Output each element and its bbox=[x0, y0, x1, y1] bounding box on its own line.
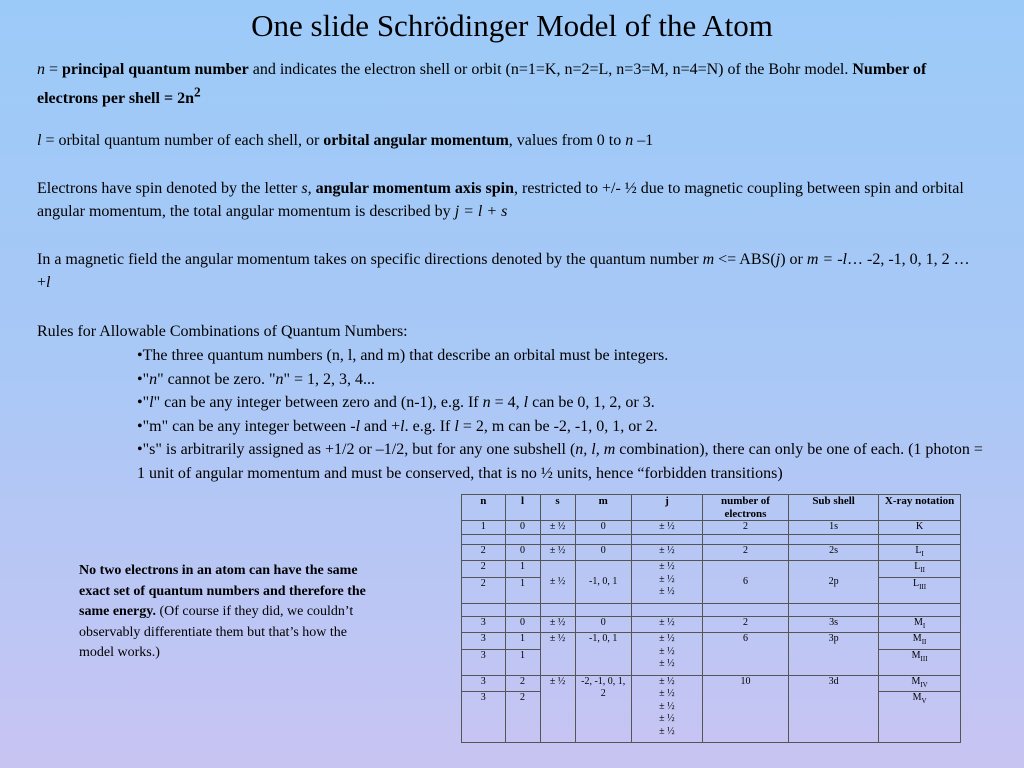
xray-subscript: I bbox=[922, 621, 926, 630]
cell-j: ± ½ bbox=[631, 521, 702, 535]
cell-xray bbox=[879, 616, 961, 633]
rule-item: •"l" can be any integer between zero and (n-1), e.g. If n = 4, l can be 0, 1, 2, or 3. bbox=[137, 394, 655, 411]
cell-electrons: 2 bbox=[702, 544, 788, 561]
table-row bbox=[462, 544, 961, 561]
text: = bbox=[45, 61, 63, 78]
cell-s: ± ½ bbox=[540, 521, 575, 535]
cell-electrons: 6 bbox=[702, 633, 788, 676]
l-symbol: l bbox=[454, 417, 459, 435]
cell-n: 3 bbox=[462, 649, 506, 675]
table-spacer-row bbox=[462, 534, 961, 544]
rule-text: " bbox=[142, 394, 150, 411]
table-row bbox=[462, 561, 961, 578]
cell-j bbox=[631, 561, 702, 604]
s-symbol: s bbox=[301, 180, 308, 197]
cell-n: 2 bbox=[462, 561, 506, 578]
l-symbol: l bbox=[149, 394, 154, 411]
cell-subshell: 2p bbox=[788, 561, 878, 604]
text: Electrons have spin denoted by the letter bbox=[37, 180, 302, 197]
cell-s: ± ½ bbox=[540, 633, 575, 676]
j-value: ± ½ bbox=[659, 688, 675, 699]
j-value: ± ½ bbox=[659, 700, 675, 712]
n-symbol: n bbox=[482, 394, 491, 411]
cell-electrons: 10 bbox=[702, 675, 788, 743]
orbital-angular-momentum-term: orbital angular momentum bbox=[323, 132, 509, 149]
l-symbol: l bbox=[37, 132, 42, 149]
rule-text: " cannot be zero. " bbox=[157, 370, 276, 388]
rule-text: can be 0, 1, 2, or 3. bbox=[528, 394, 655, 411]
cell-subshell: 3d bbox=[788, 675, 878, 743]
cell-m: 0 bbox=[575, 544, 631, 561]
n-symbol: n bbox=[37, 61, 45, 78]
cell-xray bbox=[879, 577, 961, 603]
cell-electrons: 2 bbox=[702, 521, 788, 535]
rule-text: " bbox=[142, 370, 150, 388]
xray-letter: M bbox=[913, 616, 923, 628]
text: –1 bbox=[633, 132, 654, 149]
j-value: ± ½ bbox=[659, 633, 675, 644]
rule-item: •"s" is arbitrarily assigned as +1/2 or –1/2, but for any one subshell (n, l, m combination), there can only be one of each. (1 photon = 1 unit of angular momentum and must be conserved, that is no ½ units, hence “forbidden transitions) bbox=[137, 441, 983, 482]
table-row bbox=[462, 633, 961, 650]
xray-subscript: V bbox=[921, 697, 927, 705]
xray-letter: M bbox=[912, 692, 922, 703]
rules-heading: Rules for Allowable Combinations of Quantum Numbers: bbox=[37, 323, 408, 340]
orbital-quantum-number-paragraph bbox=[37, 129, 987, 152]
cell-l: 1 bbox=[505, 633, 540, 650]
table-row bbox=[462, 521, 961, 535]
rule-text: = 4, bbox=[490, 394, 524, 411]
cell-n: 3 bbox=[462, 675, 506, 692]
xray-subscript: IV bbox=[920, 680, 928, 689]
rule-item: •The three quantum numbers (n, l, and m) that describe an orbital must be integers. bbox=[137, 347, 669, 364]
cell-j: ± ½ bbox=[631, 544, 702, 561]
cell-xray bbox=[879, 561, 961, 578]
quantum-numbers-table bbox=[461, 494, 961, 743]
cell-n: 1 bbox=[462, 521, 506, 535]
rule-item: •"m" can be any integer between -l and +l. e.g. If l = 2, m can be -2, -1, 0, 1, or 2. bbox=[137, 417, 658, 435]
cell-l: 1 bbox=[505, 577, 540, 603]
cell-s: ± ½ bbox=[540, 616, 575, 633]
cell-n: 3 bbox=[462, 692, 506, 743]
cell-subshell: 3s bbox=[788, 616, 878, 633]
table-spacer-row bbox=[462, 603, 961, 616]
rule-item: •"n" cannot be zero. "n" = 1, 2, 3, 4... bbox=[137, 370, 376, 388]
cell-m: 0 bbox=[575, 616, 631, 633]
column-header: number of electrons bbox=[702, 495, 788, 521]
j-value: ± ½ bbox=[659, 675, 675, 687]
cell-xray bbox=[879, 675, 961, 692]
j-value: ± ½ bbox=[659, 658, 675, 669]
table-header-row bbox=[462, 495, 961, 521]
nlm-symbols: n, l, m bbox=[575, 441, 616, 458]
cell-subshell: 2s bbox=[788, 544, 878, 561]
m-range-start: m = -l bbox=[806, 251, 847, 268]
cell-s: ± ½ bbox=[540, 675, 575, 743]
note-text: (Of course if they did, we couldn’t observably differentiate them but that’s how the model works.) bbox=[79, 604, 354, 660]
xray-letter: M bbox=[911, 649, 921, 661]
rules-list bbox=[137, 344, 987, 485]
j-value: ± ½ bbox=[659, 645, 675, 657]
text: and indicates the electron shell or orbit (n=1=K, n=2=L, n=3=M, n=4=N) of the Bohr model. bbox=[248, 61, 853, 78]
rule-text: The three quantum numbers (n, l, and m) that describe an orbital must be integers. bbox=[142, 347, 669, 364]
cell-l: 1 bbox=[505, 649, 540, 675]
rule-text: . e.g. If bbox=[404, 417, 455, 435]
cell-subshell: 3p bbox=[788, 633, 878, 676]
cell-s: ± ½ bbox=[540, 544, 575, 561]
n-symbol: n bbox=[275, 370, 284, 388]
cell-xray bbox=[879, 633, 961, 650]
cell-n: 2 bbox=[462, 577, 506, 603]
text: <= ABS( bbox=[714, 251, 776, 268]
cell-j bbox=[631, 675, 702, 743]
cell-n: 3 bbox=[462, 633, 506, 650]
cell-l: 0 bbox=[505, 521, 540, 535]
pauli-exclusion-note bbox=[79, 561, 369, 664]
text: , restricted to +/- ½ due to magnetic coupling between spin and orbital angular momentum, the total angular momentum is described by bbox=[37, 180, 964, 220]
l-symbol: l bbox=[46, 274, 51, 291]
xray-letter: L bbox=[913, 577, 920, 589]
l-symbol: l bbox=[355, 417, 361, 435]
column-header: Sub shell bbox=[788, 495, 878, 521]
n-symbol: n bbox=[149, 370, 158, 388]
text: … -2, -1, 0, 1, 2 … + bbox=[37, 251, 970, 291]
rule-text: and + bbox=[360, 417, 401, 435]
cell-m: 0 bbox=[575, 521, 631, 535]
cell-l: 0 bbox=[505, 544, 540, 561]
cell-j bbox=[631, 633, 702, 676]
cell-m: -1, 0, 1 bbox=[575, 633, 631, 676]
j-value: ± ½ bbox=[659, 713, 675, 724]
column-header: m bbox=[575, 495, 631, 521]
cell-m: -1, 0, 1 bbox=[575, 561, 631, 604]
principal-quantum-number-paragraph bbox=[37, 58, 987, 110]
cell-xray bbox=[879, 692, 961, 743]
cell-l: 2 bbox=[505, 675, 540, 692]
text: = orbital quantum number of each shell, or bbox=[41, 132, 324, 149]
note-bold-text: No two electrons in an atom can have the same exact set of quantum numbers and therefore the same energy. bbox=[79, 563, 366, 619]
column-header: l bbox=[505, 495, 540, 521]
cell-n: 2 bbox=[462, 544, 506, 561]
rule-text: "m" can be any integer between - bbox=[142, 417, 356, 435]
cell-xray: K bbox=[879, 521, 961, 535]
rule-text: combination), there can only be one of each. (1 photon = 1 unit of angular momentum and must be conserved, that is no ½ units, hence “forbidden transitions) bbox=[137, 441, 983, 482]
slide-title: One slide Schrödinger Model of the Atom bbox=[251, 8, 773, 43]
column-header: n bbox=[462, 495, 506, 521]
rule-text: "s" is arbitrarily assigned as +1/2 or –1/2, but for any one subshell ( bbox=[142, 441, 576, 458]
principal-quantum-number-term: principal quantum number bbox=[62, 61, 249, 78]
rule-text: " can be any integer between zero and (n-1), e.g. If bbox=[153, 394, 483, 411]
xray-subscript: III bbox=[920, 654, 928, 663]
cell-l: 2 bbox=[505, 692, 540, 743]
m-symbol: m bbox=[702, 251, 715, 268]
column-header: X-ray notation bbox=[879, 495, 961, 521]
j-symbol: j bbox=[775, 251, 781, 268]
formula-exponent: 2 bbox=[193, 85, 201, 100]
table-row bbox=[462, 616, 961, 633]
xray-letter: L bbox=[915, 544, 922, 556]
rule-text: = 2, m can be -2, -1, 0, 1, or 2. bbox=[458, 417, 658, 435]
column-header: s bbox=[540, 495, 575, 521]
formula-text: Number of electrons per shell = 2n bbox=[37, 61, 927, 108]
xray-letter: M bbox=[911, 675, 921, 687]
j-value: ± ½ bbox=[659, 561, 675, 572]
n-symbol: n bbox=[625, 132, 634, 149]
l-symbol: l bbox=[523, 394, 529, 411]
xray-letter: L bbox=[914, 561, 921, 572]
j-value: ± ½ bbox=[659, 573, 675, 585]
text: ) or bbox=[780, 251, 807, 268]
spin-paragraph bbox=[37, 177, 987, 223]
xray-subscript: II bbox=[920, 566, 925, 574]
xray-letter: M bbox=[912, 633, 922, 644]
xray-subscript: II bbox=[921, 638, 927, 646]
total-momentum-formula: j = l + s bbox=[454, 203, 508, 220]
cell-m: -2, -1, 0, 1, 2 bbox=[575, 675, 631, 743]
cell-subshell: 1s bbox=[788, 521, 878, 535]
cell-l: 1 bbox=[505, 561, 540, 578]
spin-term: angular momentum axis spin bbox=[315, 180, 514, 197]
cell-electrons: 2 bbox=[702, 616, 788, 633]
column-header: j bbox=[631, 495, 702, 521]
text: In a magnetic field the angular momentum takes on specific directions denoted by the quantum number bbox=[37, 251, 703, 268]
cell-electrons: 6 bbox=[702, 561, 788, 604]
cell-n: 3 bbox=[462, 616, 506, 633]
xray-subscript: III bbox=[919, 582, 927, 591]
l-symbol: l bbox=[400, 417, 405, 435]
j-value: ± ½ bbox=[659, 725, 675, 737]
cell-xray bbox=[879, 544, 961, 561]
cell-xray bbox=[879, 649, 961, 675]
cell-j: ± ½ bbox=[631, 616, 702, 633]
cell-l: 0 bbox=[505, 616, 540, 633]
xray-subscript: I bbox=[921, 549, 924, 558]
magnetic-field-paragraph bbox=[37, 248, 987, 294]
text: , bbox=[307, 180, 316, 197]
table-row bbox=[462, 675, 961, 692]
rule-text: " = 1, 2, 3, 4... bbox=[283, 370, 376, 388]
cell-s: ± ½ bbox=[540, 561, 575, 604]
text: , values from 0 to bbox=[508, 132, 626, 149]
j-value: ± ½ bbox=[659, 586, 675, 597]
